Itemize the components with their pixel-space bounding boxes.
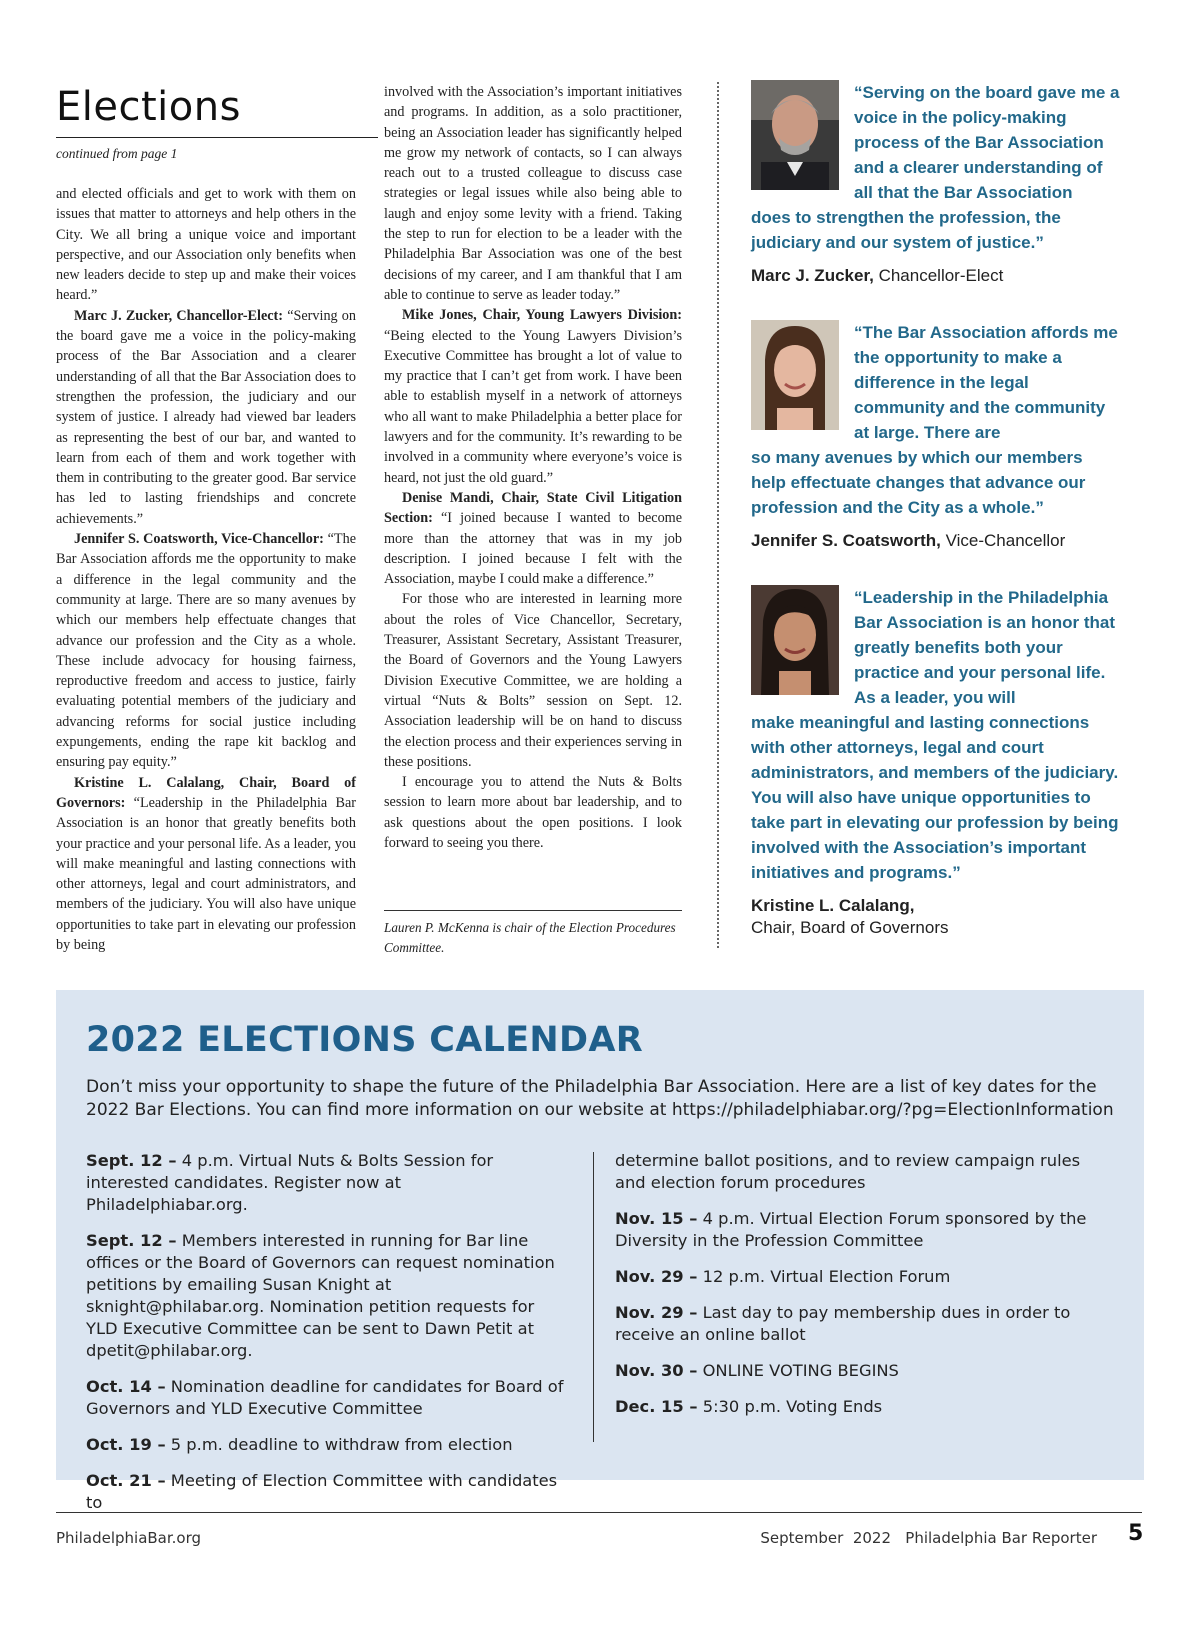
calendar-entry [86, 1150, 566, 1216]
speaker-quote: “I joined because I wanted to become more than the attorney that was in my job description. I joined because I felt with the Association, maybe I could make a difference.” [384, 510, 682, 588]
paragraph: I encourage you to attend the Nuts & Bolts session to learn more about bar leadership, and to ask questions about the open positions. I look forward to seeing you there. [384, 774, 682, 851]
elections-calendar-box [56, 990, 1144, 1512]
entry-date: Dec. 15 – [615, 1397, 698, 1416]
attribution-name: Marc J. Zucker, [751, 266, 874, 285]
quote-lead: “The Bar Association affords me the opportunity to make a difference in the legal community and the community at large. There are [854, 323, 1118, 442]
footer-issue: September 2022 Philadelphia Bar Reporter [760, 1529, 1097, 1547]
byline-rule [384, 910, 682, 911]
entry-text: Meeting of Election Committee with candidates to [86, 1471, 558, 1512]
quote-rest: does to strengthen the profession, the judiciary and our system of justice.” [751, 208, 1061, 252]
article-column-1 [56, 184, 356, 955]
quote-attribution [751, 530, 1121, 552]
calendar-entry [86, 1376, 566, 1420]
speaker-name: Marc J. Zucker, Chancellor-Elect: [74, 307, 284, 324]
entry-date: Nov. 29 – [615, 1303, 698, 1322]
headline-rule [56, 137, 378, 138]
quote-lead: “Serving on the board gave me a voice in the policy-making process of the Bar Association and a clearer understanding of all that the Bar Association [854, 83, 1120, 202]
attribution-title: Chair, Board of Governors [751, 918, 949, 937]
pull-quote-zucker [751, 80, 1121, 287]
quote-attribution [751, 895, 1121, 939]
footer-rule [56, 1512, 1142, 1513]
speaker-quote: “Serving on the board gave me a voice in the policy-making process of the Bar Association and a clearer understanding of all that the Bar Association does to strengthen the profession, the judiciary and our system of justice. I already had viewed bar leaders as representing the best of our bar, and wanted to learn from each of them and work together with them in contributing to the greater good. Bar service has led to lasting friendships and concrete achievements.” [56, 307, 356, 527]
portrait-photo [751, 585, 839, 695]
paragraph [56, 773, 356, 956]
calendar-entry [615, 1360, 1115, 1382]
footer-website: PhiladelphiaBar.org [56, 1529, 202, 1547]
headline: Elections [56, 84, 241, 130]
author-byline: Lauren P. McKenna is chair of the Election Procedures Committee. [384, 920, 676, 955]
entry-text: Nomination deadline for candidates for Board of Governors and YLD Executive Committee [86, 1377, 564, 1418]
paragraph [384, 488, 682, 589]
entry-date: Nov. 30 – [615, 1361, 698, 1380]
attribution-title: Chancellor-Elect [873, 266, 1004, 285]
entry-date: Sept. 12 – [86, 1231, 177, 1250]
entry-text: Last day to pay membership dues in order to receive an online ballot [615, 1303, 1071, 1344]
paragraph: For those who are interested in learning more about the roles of Vice Chancellor, Secretary, Treasurer, Assistant Secretary, Assistant Treasurer, the Board of Governors and the Young Lawyers Division Executive Committee, we are holding a virtual “Nuts & Bolts” session on Sept. 12. Association leadership will be on hand to discuss the election process and their experiences serving in these positions. [384, 591, 682, 770]
speaker-quote: “Being elected to the Young Lawyers Division’s Executive Committee has brought a lot of value to my practice that I can’t get from work. I have been able to establish myself in a network of attorneys who all want to make Philadelphia a better place for lawyers and for the community. It’s rewarding to be involved in a community where everyone’s voice is heard, not just the old guard.” [384, 327, 682, 486]
entry-text: 5 p.m. deadline to withdraw from election [165, 1435, 513, 1454]
speaker-name: Jennifer S. Coatsworth, Vice-Chancellor: [74, 531, 324, 548]
speaker-quote: “Leadership in the Philadelphia Bar Association is an honor that greatly benefits both your practice and your personal life. As a leader, you will make meaningful and lasting connections with other attorneys, legal and court administrators, and members of the judiciary. You will also have unique opportunities to take part in elevating our profession by being [56, 794, 357, 953]
calendar-divider [593, 1152, 594, 1442]
paragraph: and elected officials and get to work with them on issues that matter to attorneys and help others in the City. We all bring a unique voice and important perspective, and our Association only benefits when new leaders decide to step up and make their voices heard.” [56, 186, 356, 304]
calendar-entry [615, 1396, 1115, 1418]
column-divider-dotted [717, 82, 719, 948]
entry-text: 4 p.m. Virtual Election Forum sponsored by the Diversity in the Profession Committee [615, 1209, 1087, 1250]
entry-text: 4 p.m. Virtual Nuts & Bolts Session for interested candidates. Register now at Philadelphiabar.org. [86, 1151, 494, 1214]
attribution-name: Jennifer S. Coatsworth, [751, 531, 941, 550]
calendar-column-right [615, 1150, 1115, 1432]
entry-date: Oct. 21 – [86, 1471, 166, 1490]
quote-rest: make meaningful and lasting connections with other attorneys, legal and court administrators, and members of the judiciary. You will also have unique opportunities to take part in elevating our profession by being involved with the Association’s important initiatives and programs.” [751, 713, 1119, 882]
calendar-entry [86, 1434, 566, 1456]
attribution-name: Kristine L. Calalang, [751, 896, 915, 915]
quote-rest: so many avenues by which our members help effectuate changes that advance our profession and the City as a whole.” [751, 448, 1086, 517]
speaker-name: Mike Jones, Chair, Young Lawyers Division: [402, 307, 682, 324]
quote-attribution [751, 265, 1121, 287]
calendar-entry [86, 1470, 566, 1514]
entry-date: Oct. 14 – [86, 1377, 166, 1396]
page-number: 5 [1128, 1521, 1144, 1546]
calendar-entry [615, 1266, 1115, 1288]
attribution-title: Vice-Chancellor [940, 531, 1066, 550]
entry-text: 12 p.m. Virtual Election Forum [697, 1267, 951, 1286]
portrait-photo [751, 320, 839, 430]
calendar-entry [615, 1302, 1115, 1346]
calendar-entry-continued: determine ballot positions, and to review campaign rules and election forum procedures [615, 1151, 1081, 1192]
calendar-intro: Don’t miss your opportunity to shape the future of the Philadelphia Bar Association. Here are a list of key dates for the 2022 Bar Elections. You can find more information on our website at https://philadelphiabar.org/?pg=ElectionInformation [86, 1077, 1114, 1120]
speaker-name: Kristine L. Calalang, Chair, Board of Governors: [56, 774, 356, 811]
entry-date: Sept. 12 – [86, 1151, 177, 1170]
continued-note: continued from page 1 [56, 146, 178, 161]
pull-quote-calalang [751, 585, 1121, 939]
paragraph [384, 305, 682, 488]
paragraph [56, 529, 356, 773]
paragraph: involved with the Association’s important initiatives and programs. In addition, as a solo practitioner, being an Association leader has significantly helped me grow my network of contacts, so I can always reach out to a trusted colleague to discuss case strategies or legal issues while also being able to laugh and enjoy some levity with a friend. Taking the step to run for election to be a leader with the Philadelphia Bar Association was one of the best decisions of my career, and I am thankful that I am able to continue to serve as leader today.” [384, 84, 682, 303]
entry-text: 5:30 p.m. Voting Ends [697, 1397, 883, 1416]
pull-quote-coatsworth [751, 320, 1121, 552]
quote-lead: “Leadership in the Philadelphia Bar Association is an honor that greatly benefits both your practice and your personal life. As a leader, you will [854, 588, 1116, 707]
calendar-entry [86, 1230, 566, 1362]
entry-text: Members interested in running for Bar line offices or the Board of Governors can request nomination petitions by emailing Susan Knight at sknight@philabar.org. Nomination petition requests for YLD Executive Committee can be sent to Dawn Petit at dpetit@philabar.org. [86, 1231, 555, 1360]
paragraph [56, 306, 356, 529]
entry-date: Nov. 29 – [615, 1267, 698, 1286]
calendar-title: 2022 ELECTIONS CALENDAR [86, 1020, 644, 1060]
article-column-2 [384, 82, 682, 853]
entry-text: ONLINE VOTING BEGINS [697, 1361, 899, 1380]
calendar-entry [615, 1208, 1115, 1252]
speaker-quote: “The Bar Association affords me the opportunity to make a difference in the legal community and the community at large. There are so many avenues by which our members help effectuate changes that advance our profession and the City as a whole. These include advocacy for housing fairness, reproductive freedom and access to justice, fairly evaluating potential members of the judiciary and advancing reforms for social justice including expungements, ending the rape kit backlog and ensuring pay equity.” [56, 531, 356, 771]
entry-date: Oct. 19 – [86, 1435, 166, 1454]
portrait-photo [751, 80, 839, 190]
entry-date: Nov. 15 – [615, 1209, 698, 1228]
speaker-name: Denise Mandi, Chair, State Civil Litigation Section: [384, 489, 682, 527]
calendar-column-left [86, 1150, 566, 1528]
